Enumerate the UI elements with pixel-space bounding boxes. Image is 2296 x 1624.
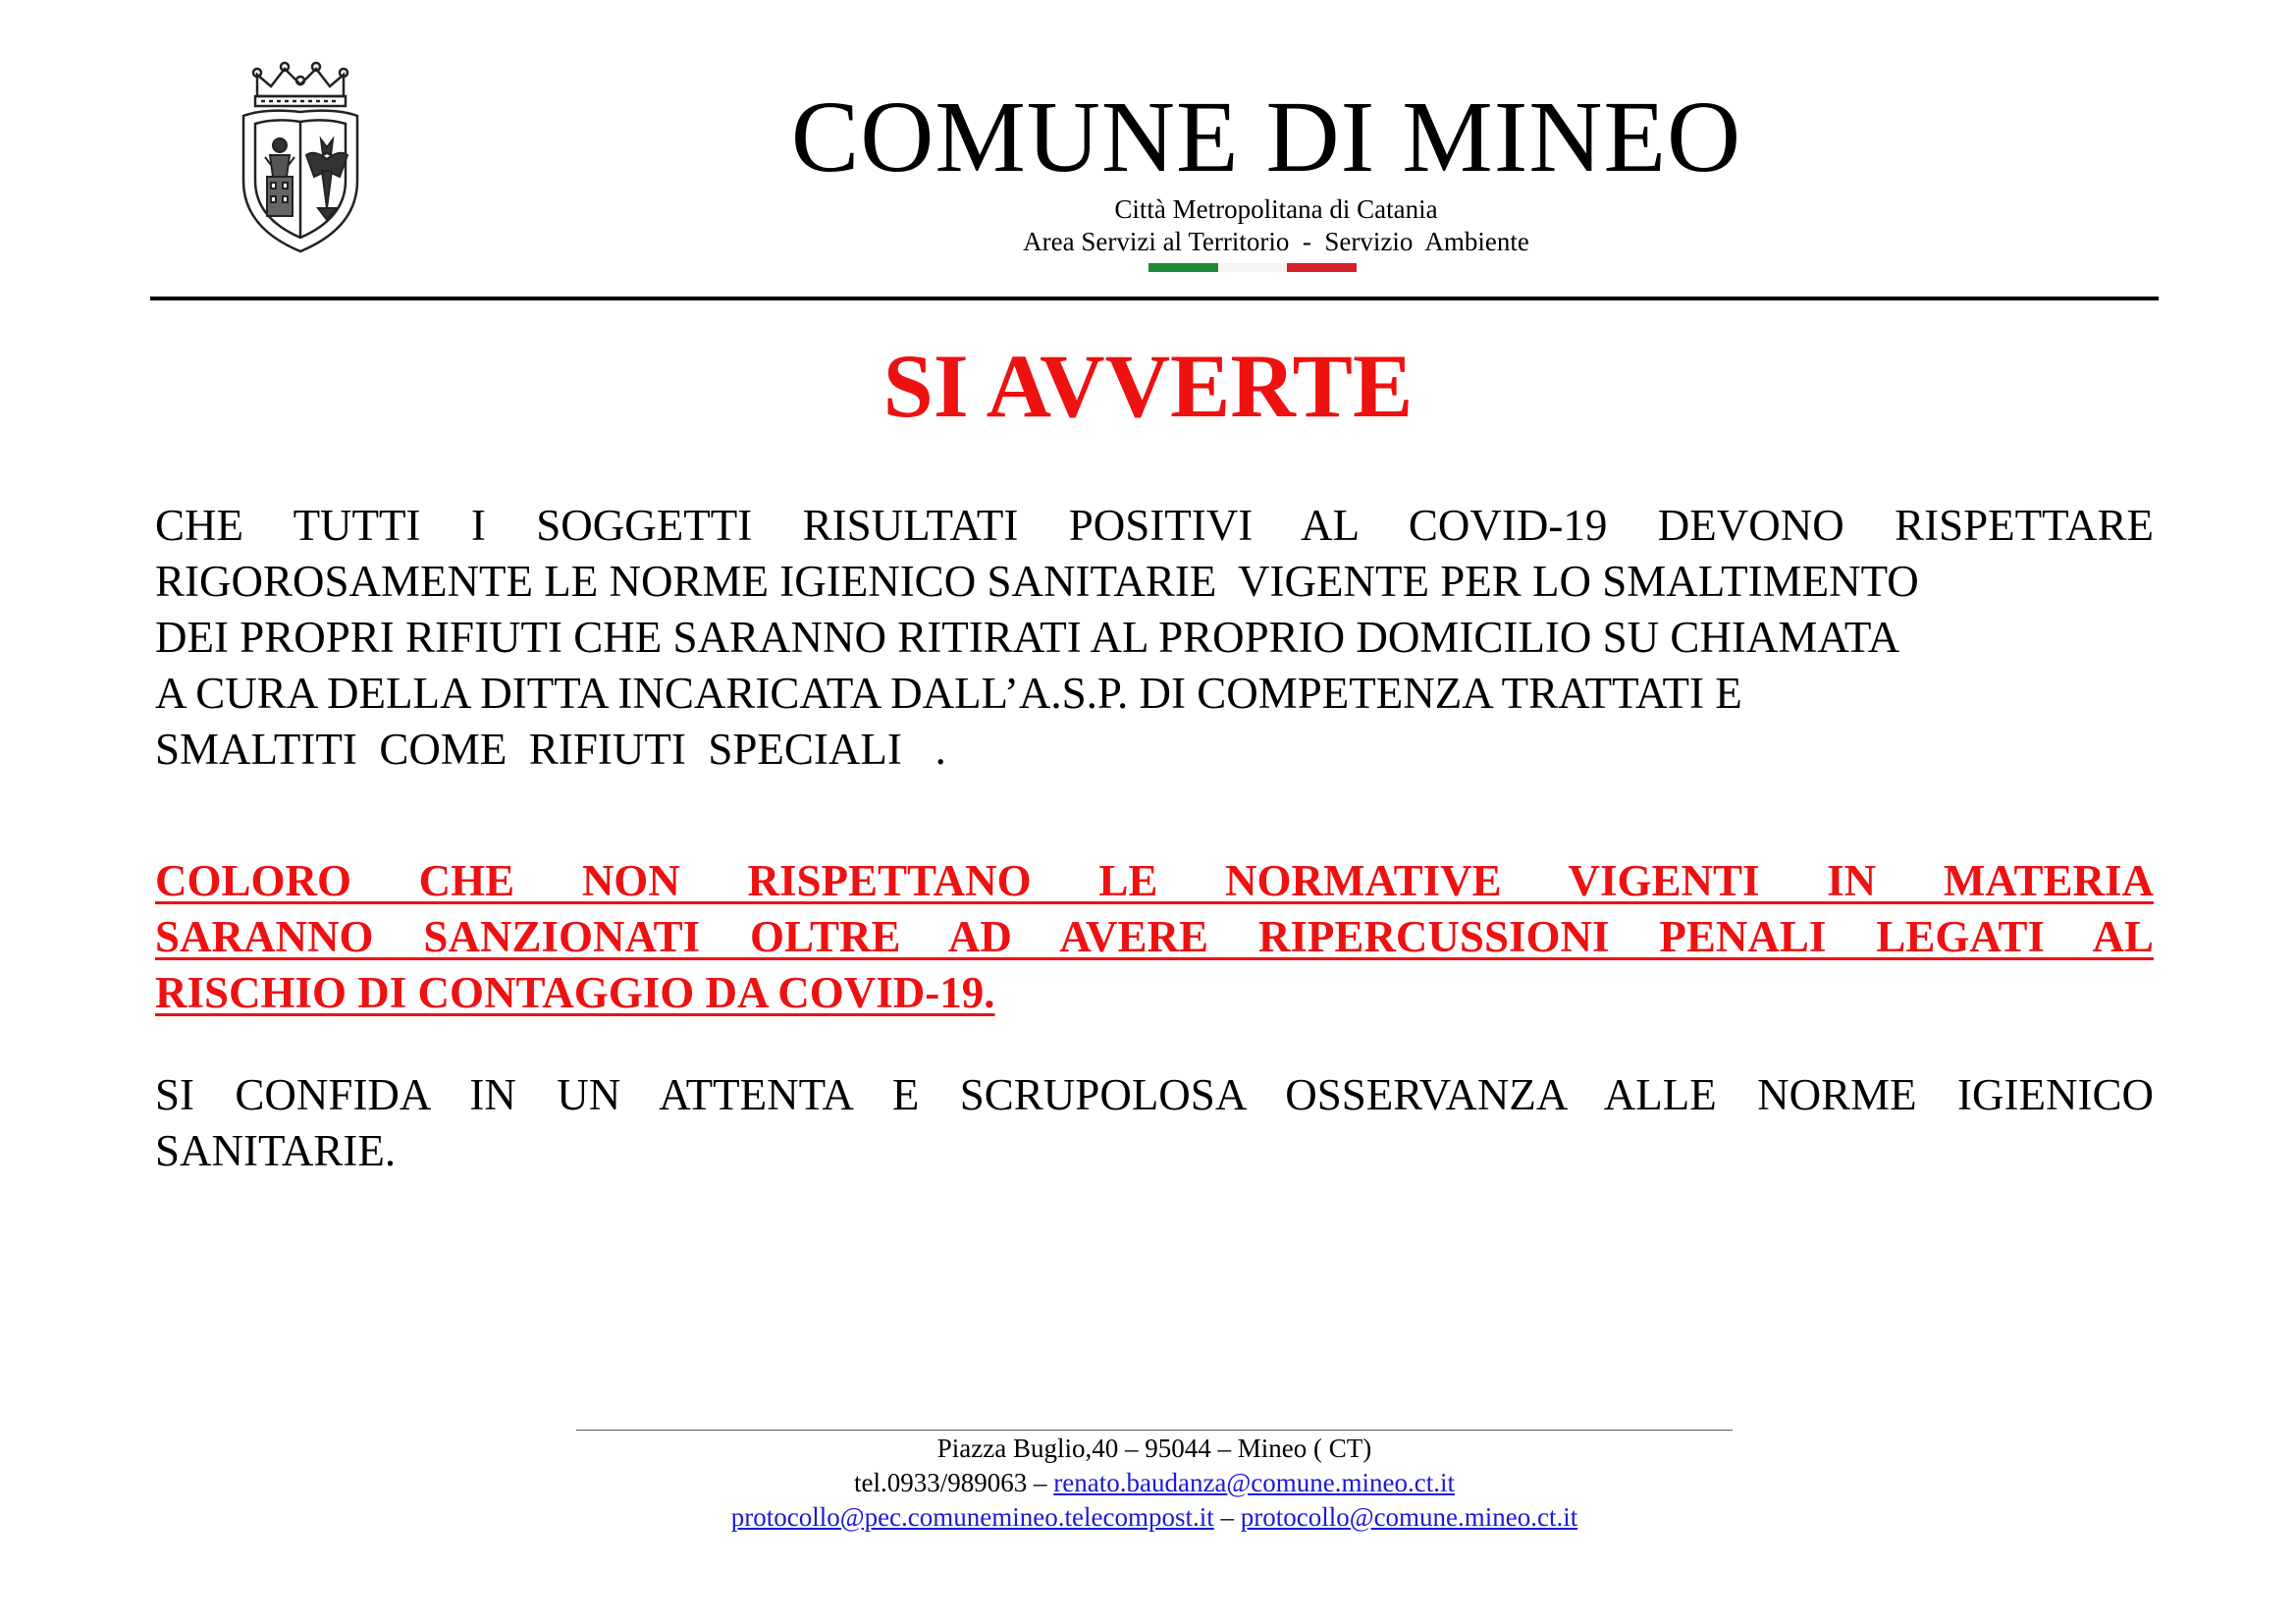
footer-divider [576, 1430, 1733, 1431]
email-link[interactable]: renato.baudanza@comune.mineo.ct.it [1053, 1468, 1455, 1497]
footer-phone: tel.0933/989063 – [854, 1468, 1054, 1497]
footer-emails [589, 1500, 1720, 1534]
footer-address: Piazza Buglio,40 – 95044 – Mineo ( CT) [936, 1434, 1372, 1463]
protocol-email-link[interactable]: protocollo@comune.mineo.ct.it [1240, 1502, 1578, 1532]
pec-email-link[interactable]: protocollo@pec.comunemineo.telecompost.it [730, 1502, 1214, 1532]
flag-white-band [1218, 263, 1288, 272]
notice-paragraph-main [155, 498, 2154, 778]
notice-paragraph-warning [155, 853, 2154, 1021]
flag-red-band [1287, 263, 1357, 272]
subtitle-city: Città Metropolitana di Catania [1114, 194, 1438, 224]
warning-line: COLORO CHE NON RISPETTANO LE NORMATIVE VIGENTI IN MATERIA [155, 856, 2154, 905]
paragraph-line: DEI PROPRI RIFIUTI CHE SARANNO RITIRATI AL PROPRIO DOMICILIO SU CHIAMATA [155, 613, 1900, 662]
footer-separator: – [1213, 1502, 1241, 1532]
page-title: COMUNE DI MINEO [790, 81, 1742, 193]
paragraph-line: CHE TUTTI I SOGGETTI RISULTATI POSITIVI AL COVID-19 DEVONO RISPETTARE [155, 501, 2154, 550]
notice-heading: SI AVVERTE [882, 336, 1414, 436]
italian-flag-stripe [1148, 263, 1357, 272]
municipal-crest-icon [236, 61, 365, 257]
warning-line: RISCHIO DI CONTAGGIO DA COVID-19. [155, 968, 995, 1017]
warning-line: SARANNO SANZIONATI OLTRE AD AVERE RIPERCUSSIONI PENALI LEGATI AL [155, 912, 2154, 961]
subtitle-department: Area Servizi al Territorio - Servizio Ambiente [1023, 227, 1529, 256]
flag-green-band [1148, 263, 1218, 272]
footer-contacts [589, 1466, 1720, 1499]
paragraph-line: SI CONFIDA IN UN ATTENTA E SCRUPOLOSA OSSERVANZA ALLE NORME IGIENICO [155, 1070, 2154, 1119]
notice-paragraph-closing [155, 1067, 2154, 1179]
paragraph-line: SMALTITI COME RIFIUTI SPECIALI . [155, 725, 946, 774]
paragraph-line: A CURA DELLA DITTA INCARICATA DALL’A.S.P. DI COMPETENZA TRATTATI E [155, 669, 1742, 718]
paragraph-line: RIGOROSAMENTE LE NORME IGIENICO SANITARIE VIGENTE PER LO SMALTIMENTO [155, 557, 1919, 606]
paragraph-line: SANITARIE. [155, 1126, 397, 1175]
header-divider [150, 297, 2159, 300]
